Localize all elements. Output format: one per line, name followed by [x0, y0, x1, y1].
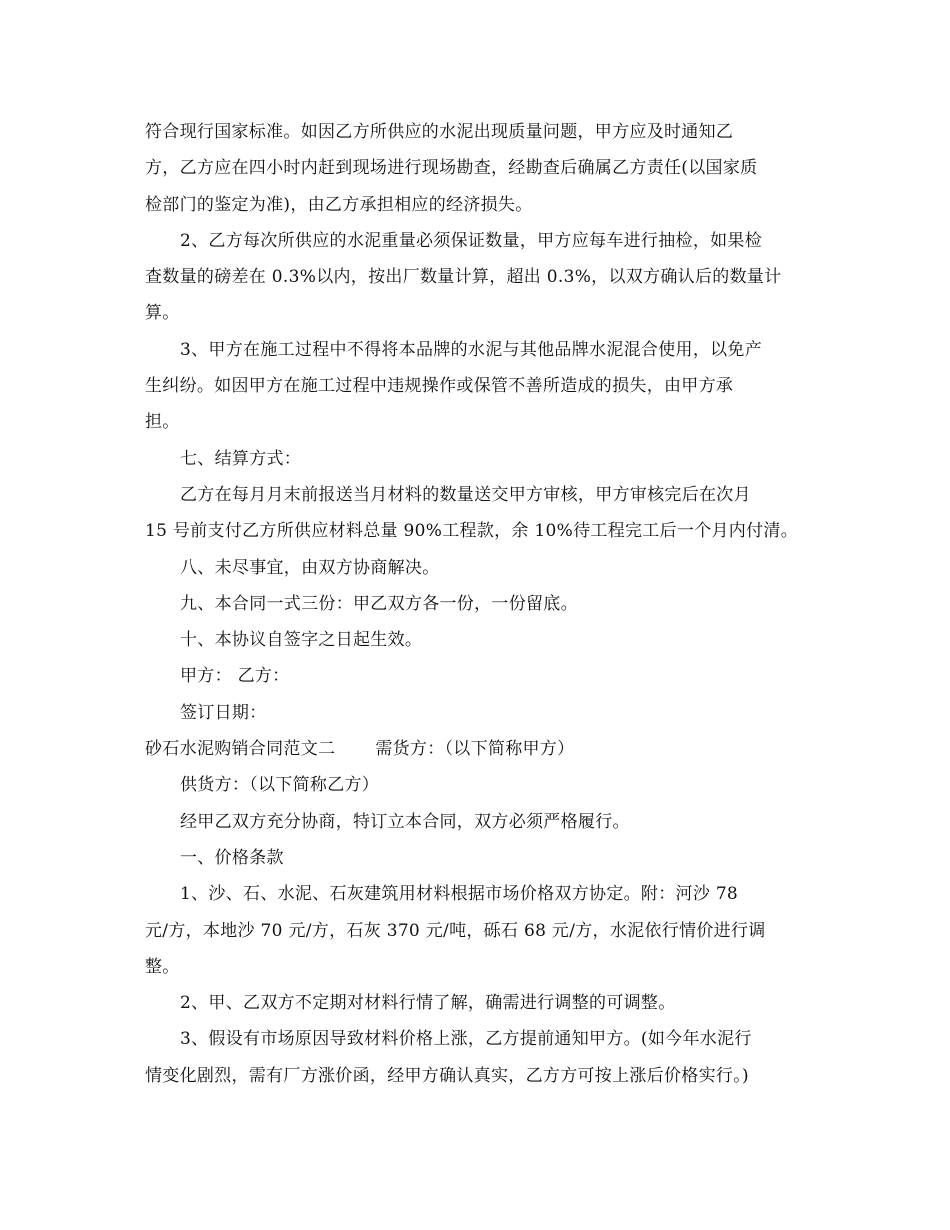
clause-2-line: 2、乙方每次所供应的水泥重量必须保证数量，甲方应每车进行抽检，如果检 — [180, 230, 763, 251]
text-line: 整。 — [145, 956, 180, 977]
section-heading-10: 十、本协议自签字之日起生效。 — [180, 630, 423, 651]
text-line: 情变化剧烈，需有厂方涨价函，经甲方确认真实，乙方方可按上涨后价格实行。) — [145, 1065, 749, 1086]
section-heading-8: 八、未尽事宜，由双方协商解决。 — [180, 557, 440, 578]
text-line: 检部门的鉴定为准)，由乙方承担相应的经济损失。 — [145, 194, 533, 215]
supplier-label: 供货方：（以下简称乙方） — [180, 775, 380, 796]
text-line: 符合现行国家标准。如因乙方所供应的水泥出现质量问题，甲方应及时通知乙 — [145, 122, 734, 142]
text-line: 算。 — [145, 303, 180, 324]
section-heading-price: 一、价格条款 — [180, 847, 284, 868]
contract-title: 砂石水泥购销合同范文二 — [145, 739, 336, 760]
text-line: 元/方，本地沙 70 元/方，石灰 370 元/吨，砾石 68 元/方，水泥依行情价进行调 — [145, 920, 766, 941]
text-line: 乙方在每月月末前报送当月材料的数量送交甲方审核，甲方审核完后在次月 — [180, 484, 751, 505]
contract-title-line — [145, 731, 810, 767]
price-clause-2-line: 2、甲、乙双方不定期对材料行情了解，确需进行调整的可调整。 — [180, 993, 676, 1014]
price-clause-3-line: 3、假设有市场原因导致材料价格上涨，乙方提前通知甲方。(如今年水泥行 — [180, 1029, 752, 1050]
signature-parties: 甲方： 乙方： — [180, 666, 290, 687]
section-heading-settlement: 七、结算方式： — [180, 448, 302, 469]
text-line: 生纠纷。如因甲方在施工过程中违规操作或保管不善所造成的损失，由甲方承 — [145, 376, 734, 397]
text-line: 15 号前支付乙方所供应材料总量 90%工程款，余 10%待工程完工后一个月内付清。 — [145, 521, 799, 542]
signing-date: 签订日期： — [180, 702, 267, 723]
text-line: 担。 — [145, 412, 180, 433]
buyer-label: 需货方：（以下简称甲方） — [375, 739, 575, 760]
text-line: 查数量的磅差在 0.3%以内，按出厂数量计算，超出 0.3%，以双方确认后的数量计 — [145, 267, 782, 288]
document-body — [145, 114, 810, 1094]
section-heading-9: 九、本合同一式三份：甲乙双方各一份，一份留底。 — [180, 593, 578, 614]
text-line: 经甲乙双方充分协商，特订立本合同，双方必须严格履行。 — [180, 811, 630, 832]
price-clause-1-line: 1、沙、石、水泥、石灰建筑用材料根据市场价格双方协定。附：河沙 78 — [180, 884, 739, 905]
text-line: 方，乙方应在四小时内赶到现场进行现场勘查，经勘查后确属乙方责任(以国家质 — [145, 158, 758, 179]
clause-3-line: 3、甲方在施工过程中不得将本品牌的水泥与其他品牌水泥混合使用，以免产 — [180, 339, 763, 360]
